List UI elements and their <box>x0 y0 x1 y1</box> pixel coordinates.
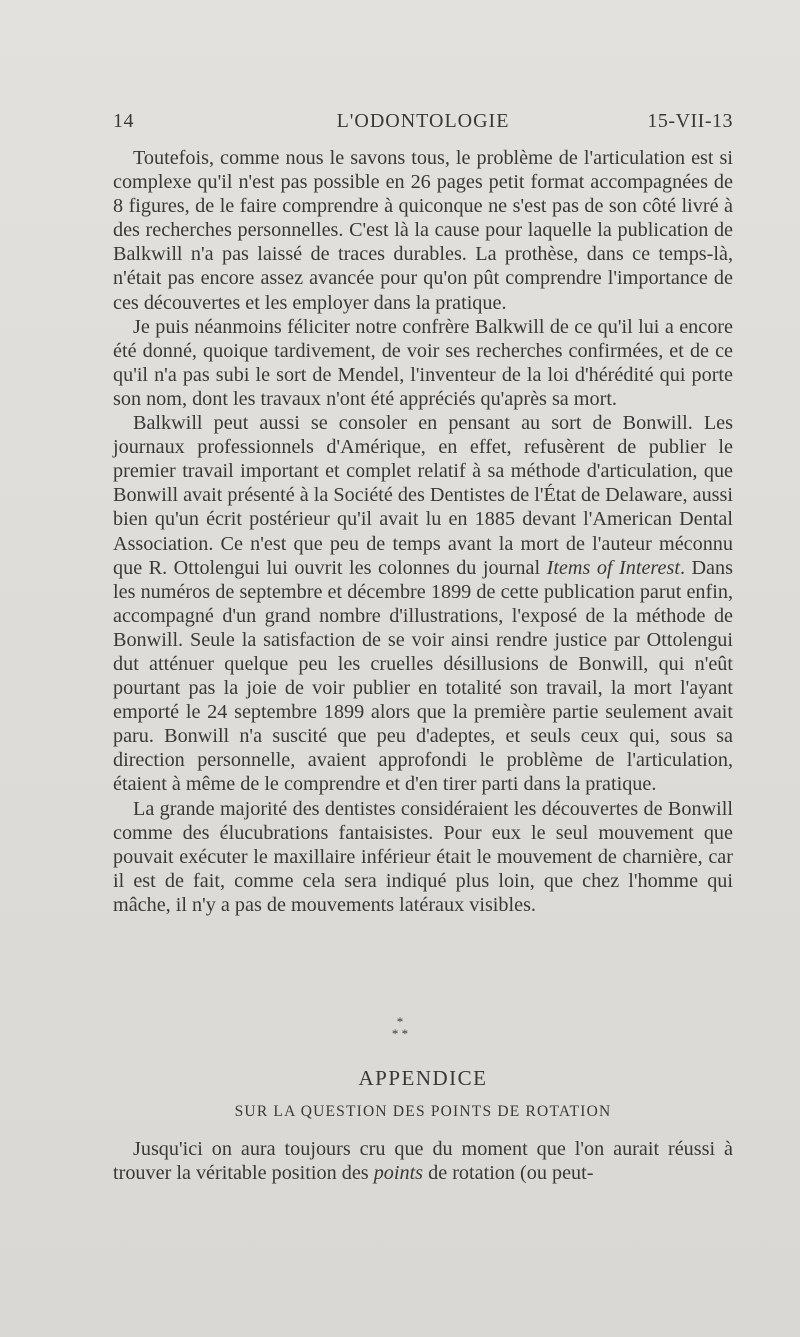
appendix-paragraph <box>113 1137 733 1185</box>
section-subtitle: SUR LA QUESTION DES POINTS DE ROTATION <box>234 1103 612 1120</box>
page-header <box>113 110 733 140</box>
appendix-after: de rotation (ou peut- <box>423 1162 594 1185</box>
page-number: 14 <box>113 110 134 132</box>
paragraph-3 <box>113 411 733 797</box>
paragraph-3-before: Balkwill peut aussi se consoler en pensant au sort de Bonwill. Les journaux professionnels d'Amérique, en effet, refusèrent de publier le premier travail important et complet relatif à sa méthode d'articulation, que Bonwill avait présenté à la Société des Dentistes de l'État de Delaware, aussi bien qu'un écrit postérieur qu'il avait lu en 1885 devant l'American Dental Association. Ce n'est que peu de temps avant la mort de l'auteur méconnu que R. Ottolengui lui ouvrit les colonnes du journal <box>113 412 733 579</box>
appendix-text <box>113 1137 733 1185</box>
paragraph-3-after: . Dans les numéros de septembre et décembre 1899 de cette publication parut enfin, accompagné d'un grand nombre d'illustrations, l'exposé de la méthode de Bonwill. Seule la satisfaction de se voir ainsi rendre justice par Ottolengui dut atténuer quelque peu les cruelles désillusions de Bonwill, qui n'eût pourtant pas la joie de voir publier en totalité son travail, la mort l'ayant emporté le 24 septembre 1899 alors que la première partie seulement avait paru. Bonwill n'a suscité que peu d'adeptes, et seuls ceux qui, sous sa direction personnelle, avaient approfondi le problème de l'articulation, étaient à même de le comprendre et d'en tirer parti dans la pratique. <box>113 556 733 796</box>
section-title: APPENDICE <box>358 1066 488 1090</box>
paragraph-4: La grande majorité des dentistes considéraient les découvertes de Bonwill comme des élucubrations fantaisistes. Pour eux le seul mouvement que pouvait exécuter le maxillaire inférieur était le mouvement de charnière, car il est de fait, comme cela sera indiqué plus loin, que chez l'homme qui mâche, il n'y a pas de mouvements latéraux visibles. <box>113 797 733 916</box>
main-text <box>113 146 733 917</box>
paragraph-1: Toutefois, comme nous le savons tous, le problème de l'articulation est si complexe qu'il n'est pas possible en 26 pages petit format accompagnées de 8 figures, de le faire comprendre à quiconque ne s'est pas de son côté livré à des recherches personnelles. C'est là la cause pour laquelle la publication de Balkwill n'a pas laissé de traces durables. La prothèse, dans ce temps-là, n'était pas encore assez avancée pour qu'on pût comprendre l'importance de ces découvertes et les employer dans la pratique. <box>113 147 733 314</box>
issue-date: 15-VII-13 <box>647 110 733 132</box>
running-title: L'ODONTOLOGIE <box>336 110 510 132</box>
asterism-top: * <box>396 1014 404 1029</box>
appendix-before: Jusqu'ici on aura toujours cru que du moment que l'on aurait réussi à trouver la véritable position des <box>113 1138 733 1185</box>
asterism-separator <box>0 1016 800 1040</box>
paragraph-2: Je puis néanmoins féliciter notre confrère Balkwill de ce qu'il lui a encore été donné, quoique tardivement, de voir ses recherches confirmées, et de ce qu'il n'a pas subi le sort de Mendel, l'inventeur de la loi d'hérédité qui porte son nom, dont les travaux n'ont été appréciés qu'après sa mort. <box>113 315 733 410</box>
asterism-bottom: * * <box>391 1026 409 1041</box>
appendix-italic: points <box>373 1162 424 1185</box>
journal-title: Items of Interest <box>546 556 680 579</box>
